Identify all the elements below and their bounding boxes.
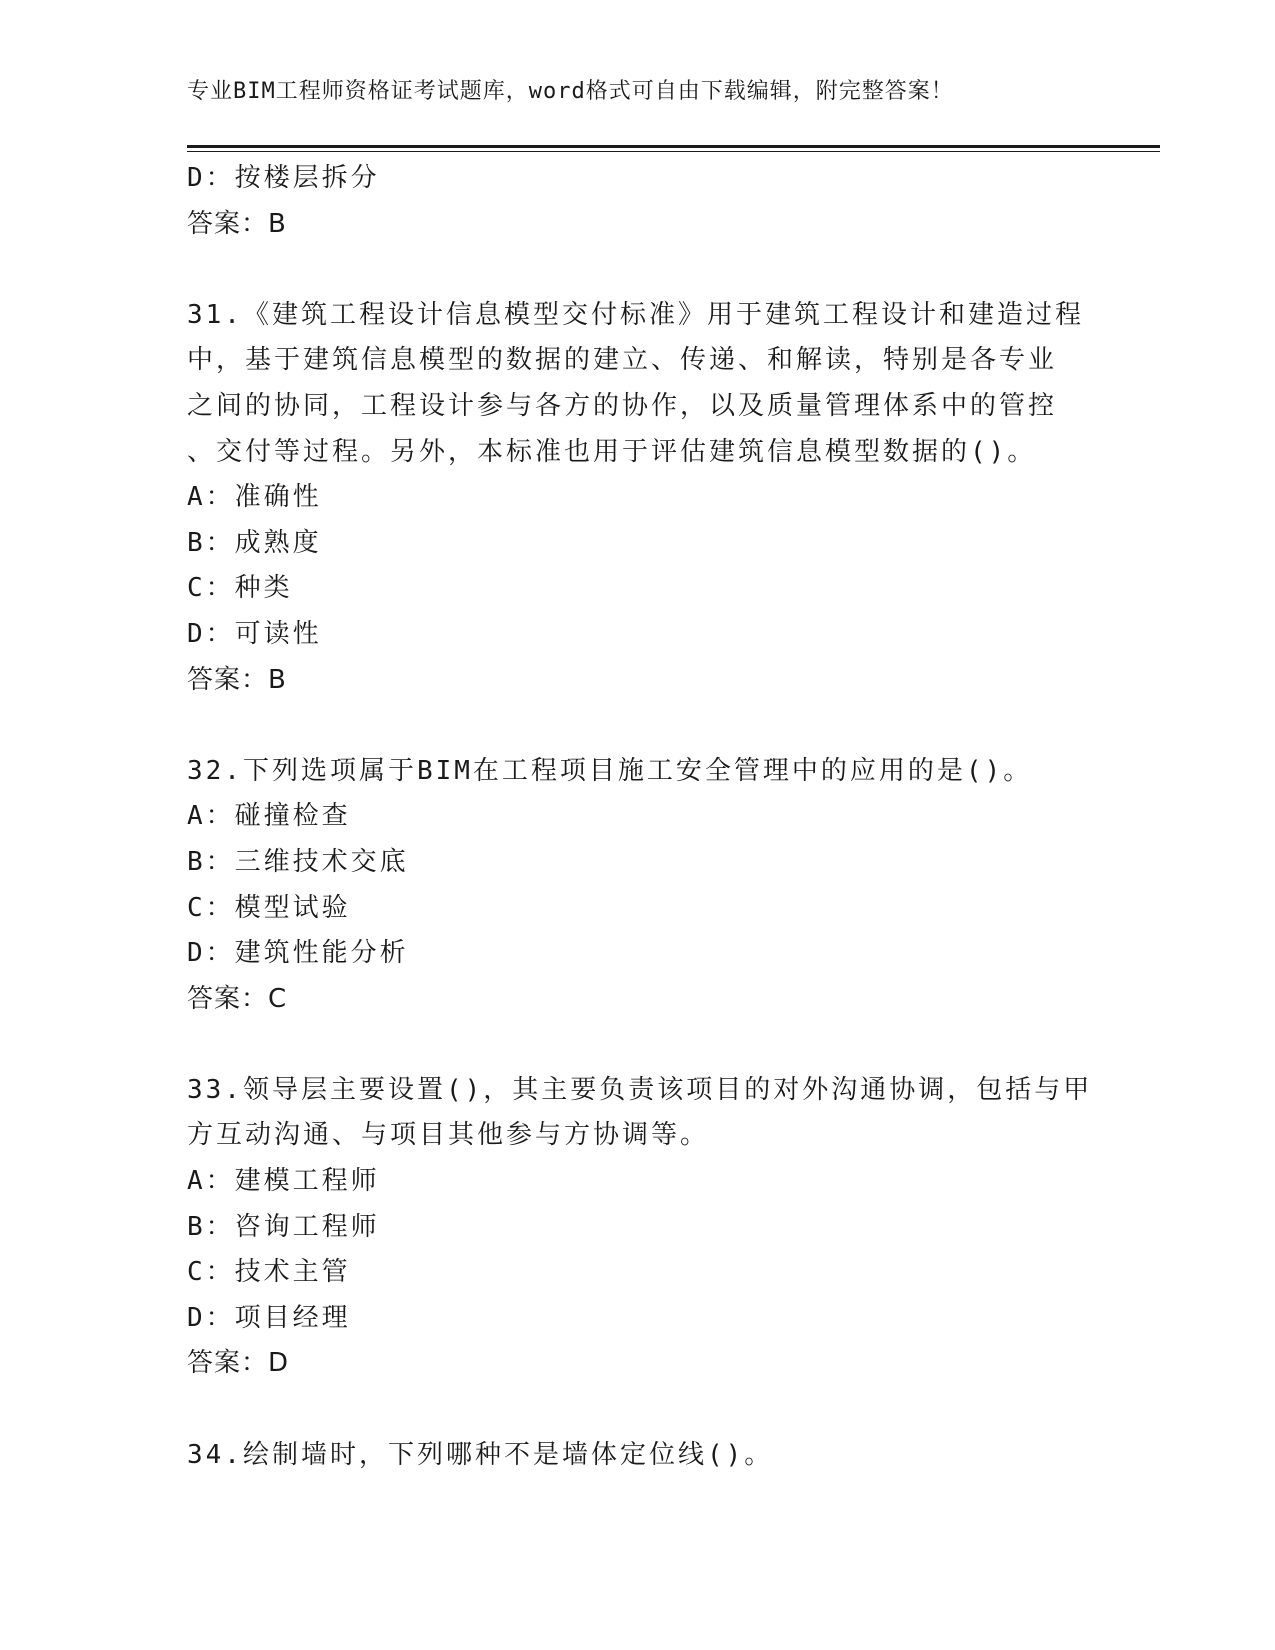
option-c: C：种类 [187,573,293,604]
question-32 [187,749,1087,1023]
document-body [187,156,1093,1478]
question-text: 32.下列选项属于BIM在工程项目施工安全管理中的应用的是()。 [187,755,1033,786]
question-34 [187,1433,1087,1479]
option-c: C：技术主管 [187,1257,351,1288]
question-text: 31.《建筑工程设计信息模型交付标准》用于建筑工程设计和建造过程 [187,299,1084,330]
question-text: 33.领导层主要设置()，其主要负责该项目的对外沟通协调，包括与甲 [187,1074,1093,1105]
option-b: B：成熟度 [187,527,322,558]
answer: 答案：C [187,983,288,1014]
page-header: 专业BIM工程师资格证考试题库，word格式可自由下载编辑，附完整答案！ [187,79,954,104]
option-d: D：按楼层拆分 [187,163,380,193]
option-a: A：准确性 [187,482,322,513]
option-a: A：碰撞检查 [187,801,351,832]
question-text: 之间的协同，工程设计参与各方的协作，以及质量管理体系中的管控 [187,390,1058,421]
question-31 [187,293,1087,703]
answer: 答案：D [187,1348,290,1379]
question-text: 、交付等过程。另外，本标准也用于评估建筑信息模型数据的()。 [187,436,1037,467]
option-d: D：项目经理 [187,1302,351,1333]
option-b: B：咨询工程师 [187,1211,380,1242]
question-33 [187,1068,1093,1387]
option-b: B：三维技术交底 [187,846,409,877]
option-a: A：建模工程师 [187,1166,380,1197]
option-c: C：模型试验 [187,892,351,923]
option-d: D：建筑性能分析 [187,938,409,969]
answer: 答案：B [187,664,287,695]
question-text: 方互动沟通、与项目其他参与方协调等。 [187,1120,710,1151]
question-text: 中，基于建筑信息模型的数据的建立、传递、和解读，特别是各专业 [187,345,1058,376]
header-rule-thin [187,151,1160,152]
answer: 答案：B [187,208,287,239]
option-d: D：可读性 [187,618,322,649]
header-rule-thick [187,145,1160,148]
question-text: 34.绘制墙时，下列哪种不是墙体定位线()。 [187,1439,774,1470]
